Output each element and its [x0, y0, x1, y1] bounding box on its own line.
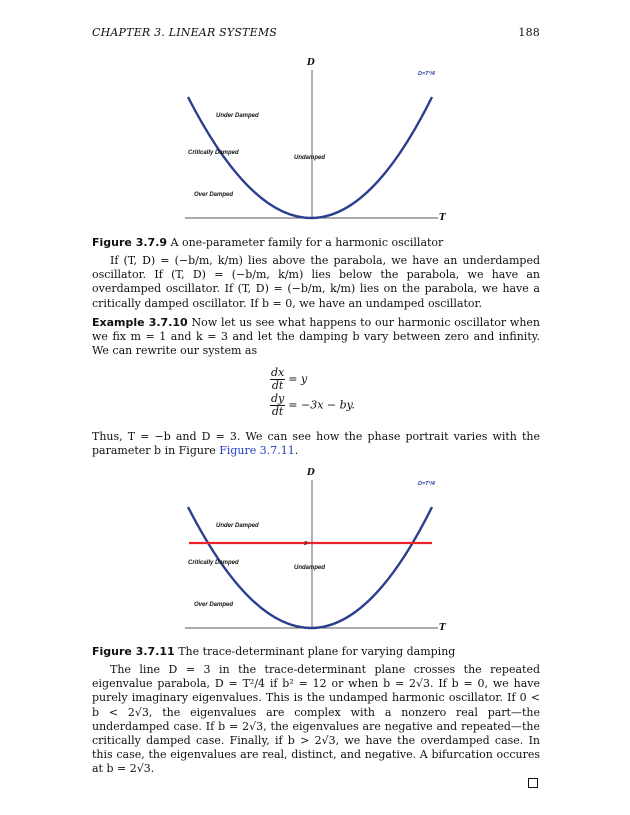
equation-2: [270, 393, 355, 418]
example-block: [92, 316, 540, 359]
axis-label-t: T: [439, 623, 446, 633]
line-value-label: 3: [304, 541, 307, 547]
figure-link[interactable]: Figure 3.7.11: [219, 444, 295, 458]
axis-label-d: D: [307, 58, 315, 68]
eq2-denominator: dt: [271, 405, 284, 418]
curve-label: D=T²/4: [418, 481, 435, 487]
caption-text: The trace-determinant plane for varying damping: [178, 645, 456, 658]
figure-1-caption: [92, 236, 540, 250]
paragraph-2-text: Thus, T = −b and D = 3. We can see how the phase portrait varies with the parameter b in Figure: [92, 430, 540, 458]
figure-3-7-9: [180, 55, 450, 230]
qed-symbol: [528, 778, 538, 788]
axis-label-d: D: [307, 468, 315, 478]
region-undamped: Undamped: [294, 565, 326, 571]
figure-3-7-11: [180, 465, 450, 640]
paragraph-2: [92, 430, 540, 458]
region-under-damped: Under Damped: [216, 523, 259, 529]
eq1-denominator: dt: [271, 379, 284, 392]
region-critically-damped: Critically Damped: [188, 150, 239, 156]
caption-label: Figure 3.7.11: [92, 645, 175, 658]
eq1-numerator: dx: [271, 366, 285, 379]
region-over-damped: Over Damped: [194, 192, 234, 198]
axis-label-t: T: [439, 213, 446, 223]
caption-text: A one-parameter family for a harmonic oscillator: [170, 236, 444, 249]
eq2-rhs: = −3x − by.: [288, 398, 355, 412]
region-over-damped: Over Damped: [194, 602, 234, 608]
equation-1: [270, 367, 307, 392]
figure-2-caption: [92, 645, 540, 659]
region-undamped: Undamped: [294, 155, 326, 161]
paragraph-2-end: .: [294, 444, 299, 458]
region-critically-damped: Critically Damped: [188, 560, 239, 566]
example-text: Now let us see what happens to our harmonic oscillator when we fix m = 1 and k = 3 and let the damping b vary between zero and infinity. We can rewrite our system as: [92, 316, 541, 358]
chapter-title: CHAPTER 3. LINEAR SYSTEMS: [92, 26, 278, 39]
figure-1-diagram: [180, 55, 450, 230]
running-header: [92, 26, 540, 39]
example-label: Example 3.7.10: [92, 316, 188, 329]
paragraph-1: If (T, D) = (−b/m, k/m) lies above the parabola, we have an underdamped oscillator. If (T, D) = (−b/m, k/m) lies below the parabola, we have an overdamped oscillator. If (T, D) = (−b/m, k/m) lies on the parabola, we have a critically damped oscillator. If b = 0, we have an undamped oscillator.: [92, 254, 540, 310]
curve-label: D=T²/4: [418, 71, 435, 77]
paragraph-3: The line D = 3 in the trace-determinant plane crosses the repeated eigenvalue parabola, D = T²/4 if b² = 12 or when b = 2√3. If b = 0, we have purely imaginary eigenvalues. This is the undamped harmonic oscillator. If 0 < b < 2√3, the eigenvalues are complex with a nonzero real part—the underdamped case. If b = 2√3, the eigenvalues are negative and repeated—the critically damped case. Finally, if b > 2√3, we have the overdamped case. In this case, the eigenvalues are real, distinct, and negative. A bifurcation occures at b = 2√3.: [92, 663, 540, 776]
region-under-damped: Under Damped: [216, 113, 259, 119]
figure-2-diagram: [180, 465, 450, 640]
eq1-rhs: = y: [288, 372, 308, 386]
page-number: 188: [518, 26, 540, 39]
caption-label: Figure 3.7.9: [92, 236, 168, 249]
eq2-numerator: dy: [271, 392, 285, 405]
